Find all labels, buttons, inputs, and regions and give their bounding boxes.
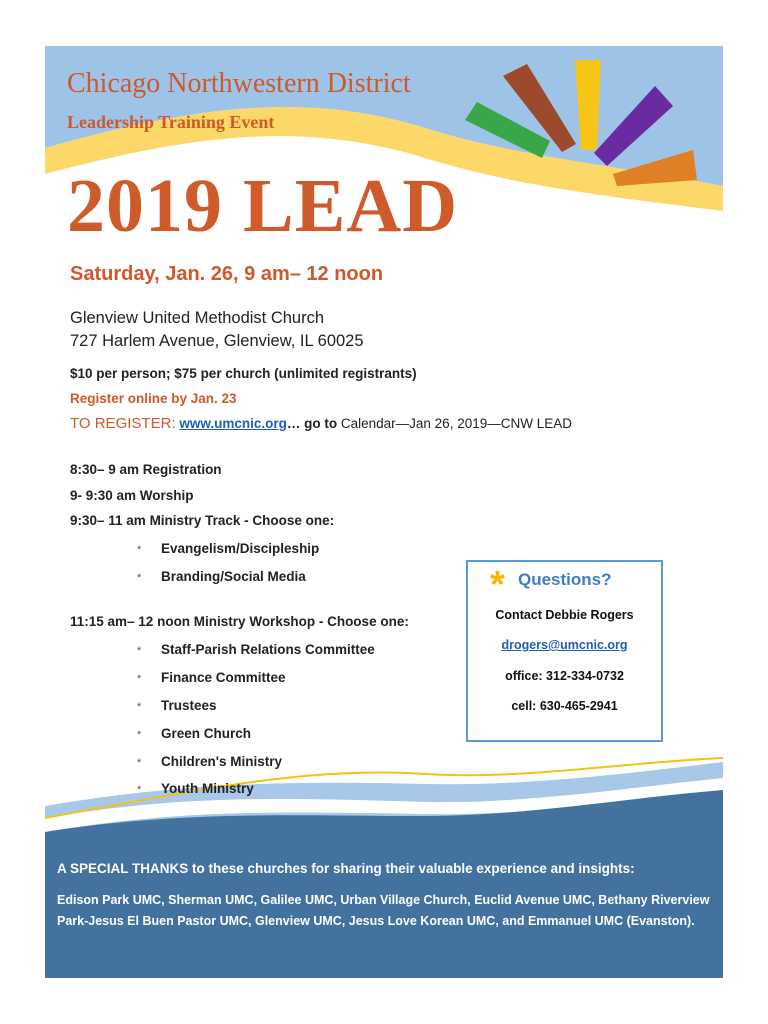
district-name: Chicago Northwestern District xyxy=(67,68,411,99)
thanks-heading: A SPECIAL THANKS to these churches for sharing their valuable experience and insights: xyxy=(57,861,635,876)
contact-office-phone: office: 312-334-0732 xyxy=(505,669,624,683)
schedule-worship: 9- 9:30 am Worship xyxy=(70,488,194,503)
bullet-star-icon: * xyxy=(137,572,142,584)
register-label: TO REGISTER: xyxy=(70,415,176,432)
workshop-option: * Finance Committee xyxy=(137,670,286,685)
asterisk-icon: * xyxy=(490,564,505,606)
bullet-star-icon: * xyxy=(137,544,142,556)
bullet-star-icon: * xyxy=(137,729,142,741)
venue-address: 727 Harlem Avenue, Glenview, IL 60025 xyxy=(70,332,364,350)
workshop-option: * Youth Ministry xyxy=(137,781,254,796)
thanks-churches: Edison Park UMC, Sherman UMC, Galilee UMC, Urban Village Church, Euclid Avenue UMC, Bethany Riverview Park-Jesus El Buen Pastor UMC, Glenview UMC, Jesus Love Korean UMC, and Emmanuel UMC (Evanston). xyxy=(57,893,710,928)
price-info: $10 per person; $75 per church (unlimited registrants) xyxy=(70,366,417,381)
register-link[interactable]: www.umcnic.org xyxy=(179,416,287,431)
questions-box xyxy=(466,560,663,742)
contact-email xyxy=(468,638,661,652)
track-option: * Evangelism/Discipleship xyxy=(137,541,320,556)
bullet-star-icon: * xyxy=(137,673,142,685)
schedule-registration: 8:30– 9 am Registration xyxy=(70,462,222,477)
workshop-option: * Trustees xyxy=(137,698,217,713)
event-subtitle: Leadership Training Event xyxy=(67,112,275,132)
bullet-star-icon: * xyxy=(137,645,142,657)
venue-name: Glenview United Methodist Church xyxy=(70,309,325,327)
contact-cell-phone: cell: 630-465-2941 xyxy=(511,699,618,713)
venue-block xyxy=(70,307,364,353)
event-title: 2019 LEAD xyxy=(67,164,459,248)
bullet-star-icon: * xyxy=(137,701,142,713)
questions-title: Questions? xyxy=(518,570,612,589)
event-date: Saturday, Jan. 26, 9 am– 12 noon xyxy=(70,263,384,285)
contact-email-link[interactable]: drogers@umcnic.org xyxy=(501,638,628,652)
schedule-track-heading: 9:30– 11 am Ministry Track - Choose one: xyxy=(70,513,335,528)
register-go-to: … go to xyxy=(286,416,338,431)
register-deadline: Register online by Jan. 23 xyxy=(70,391,237,406)
schedule-workshop-heading: 11:15 am– 12 noon Ministry Workshop - Choose one: xyxy=(70,614,409,629)
bullet-star-icon: * xyxy=(137,757,142,769)
track-option: * Branding/Social Media xyxy=(137,569,306,584)
flyer xyxy=(45,46,723,978)
workshop-option: * Green Church xyxy=(137,726,252,741)
bullet-star-icon: * xyxy=(137,784,142,796)
contact-name: Contact Debbie Rogers xyxy=(495,608,634,622)
workshop-option: * Staff-Parish Relations Committee xyxy=(137,642,375,657)
register-line xyxy=(70,415,572,432)
register-instructions: Calendar—Jan 26, 2019—CNW LEAD xyxy=(340,416,572,431)
workshop-option: * Children's Ministry xyxy=(137,754,282,769)
